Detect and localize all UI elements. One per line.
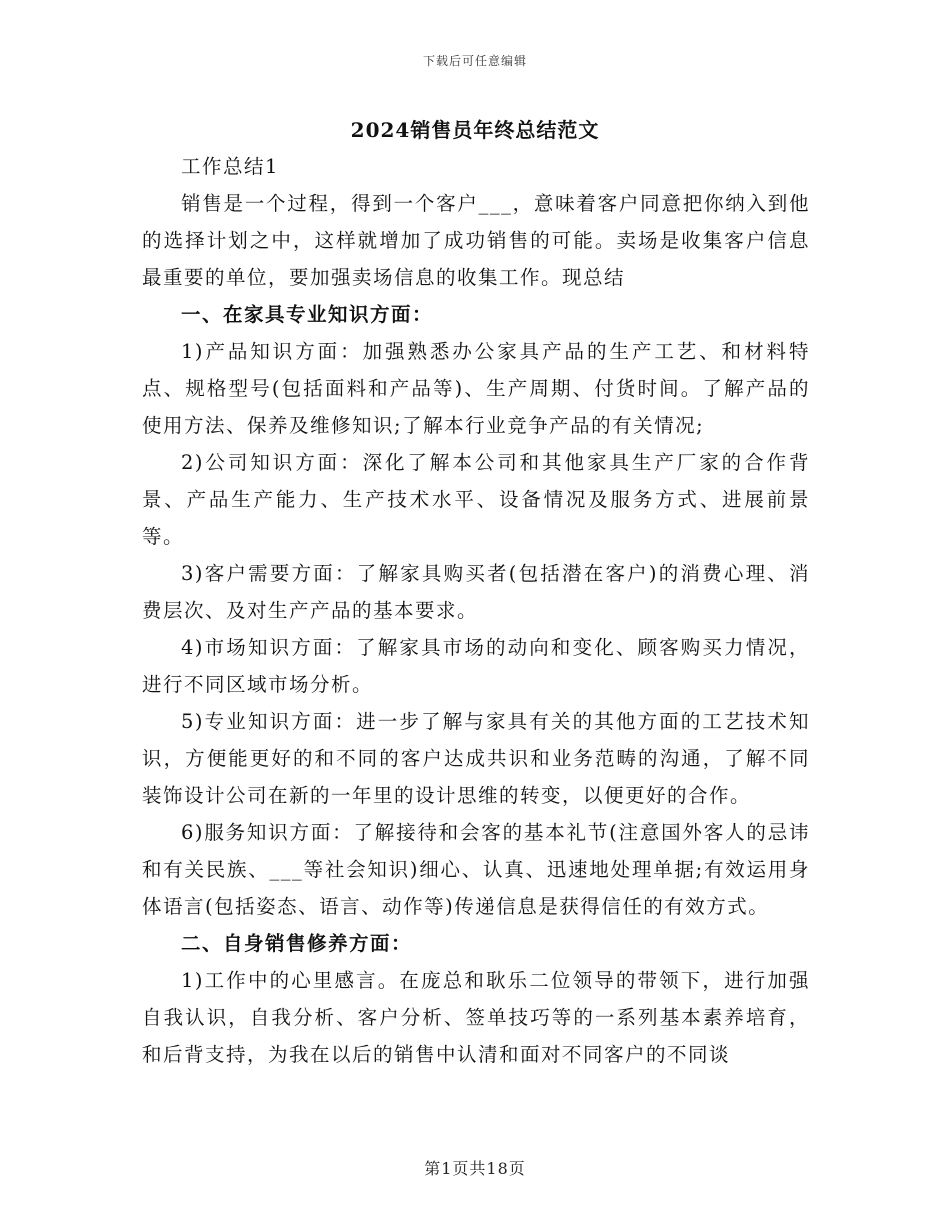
section-heading: 二、自身销售修养方面： — [181, 932, 413, 955]
paragraph: 6)服务知识方面：了解接待和会客的基本礼节(注意国外客人的忌讳和有关民族、___等社会知识)细心、认真、迅速地处理单据;有效运用身体语言(包括姿态、语言、动作等)传递信息是获得信任的有效方式。 — [142, 821, 810, 918]
document-body — [142, 148, 810, 1073]
paragraph: 5)专业知识方面：进一步了解与家具有关的其他方面的工艺技术知识，方便能更好的和不同的客户达成共识和业务范畴的沟通，了解不同装饰设计公司在新的一年里的设计思维的转变，以便更好的合作。 — [142, 710, 810, 807]
paragraph: 1)产品知识方面：加强熟悉办公家具产品的生产工艺、和材料特点、规格型号(包括面料和产品等)、生产周期、付货时间。了解产品的使用方法、保养及维修知识;了解本行业竞争产品的有关情况; — [142, 340, 810, 437]
header-note: 下载后可任意编辑 — [422, 54, 527, 68]
paragraph: 销售是一个过程，得到一个客户___，意味着客户同意把你纳入到他的选择计划之中，这样就增加了成功销售的可能。卖场是收集客户信息最重要的单位，要加强卖场信息的收集工作。现总结 — [142, 192, 810, 289]
paragraph: 4)市场知识方面：了解家具市场的动向和变化、顾客购买力情况，进行不同区域市场分析。 — [142, 636, 810, 696]
paragraph: 3)客户需要方面：了解家具购买者(包括潜在客户)的消费心理、消费层次、及对生产产品的基本要求。 — [142, 562, 810, 622]
section-label: 工作总结1 — [181, 155, 279, 178]
paragraph: 2)公司知识方面：深化了解本公司和其他家具生产厂家的合作背景、产品生产能力、生产技术水平、设备情况及服务方式、进展前景等。 — [142, 451, 810, 548]
page-number: 第1页共18页 — [424, 1159, 526, 1178]
section-heading: 一、在家具专业知识方面： — [181, 303, 434, 326]
document-title: 2024销售员年终总结范文 — [350, 118, 600, 142]
paragraph: 1)工作中的心里感言。在庞总和耿乐二位领导的带领下，进行加强自我认识，自我分析、客户分析、签单技巧等的一系列基本素养培育，和后背支持，为我在以后的销售中认清和面对不同客户的不同谈 — [142, 969, 810, 1066]
